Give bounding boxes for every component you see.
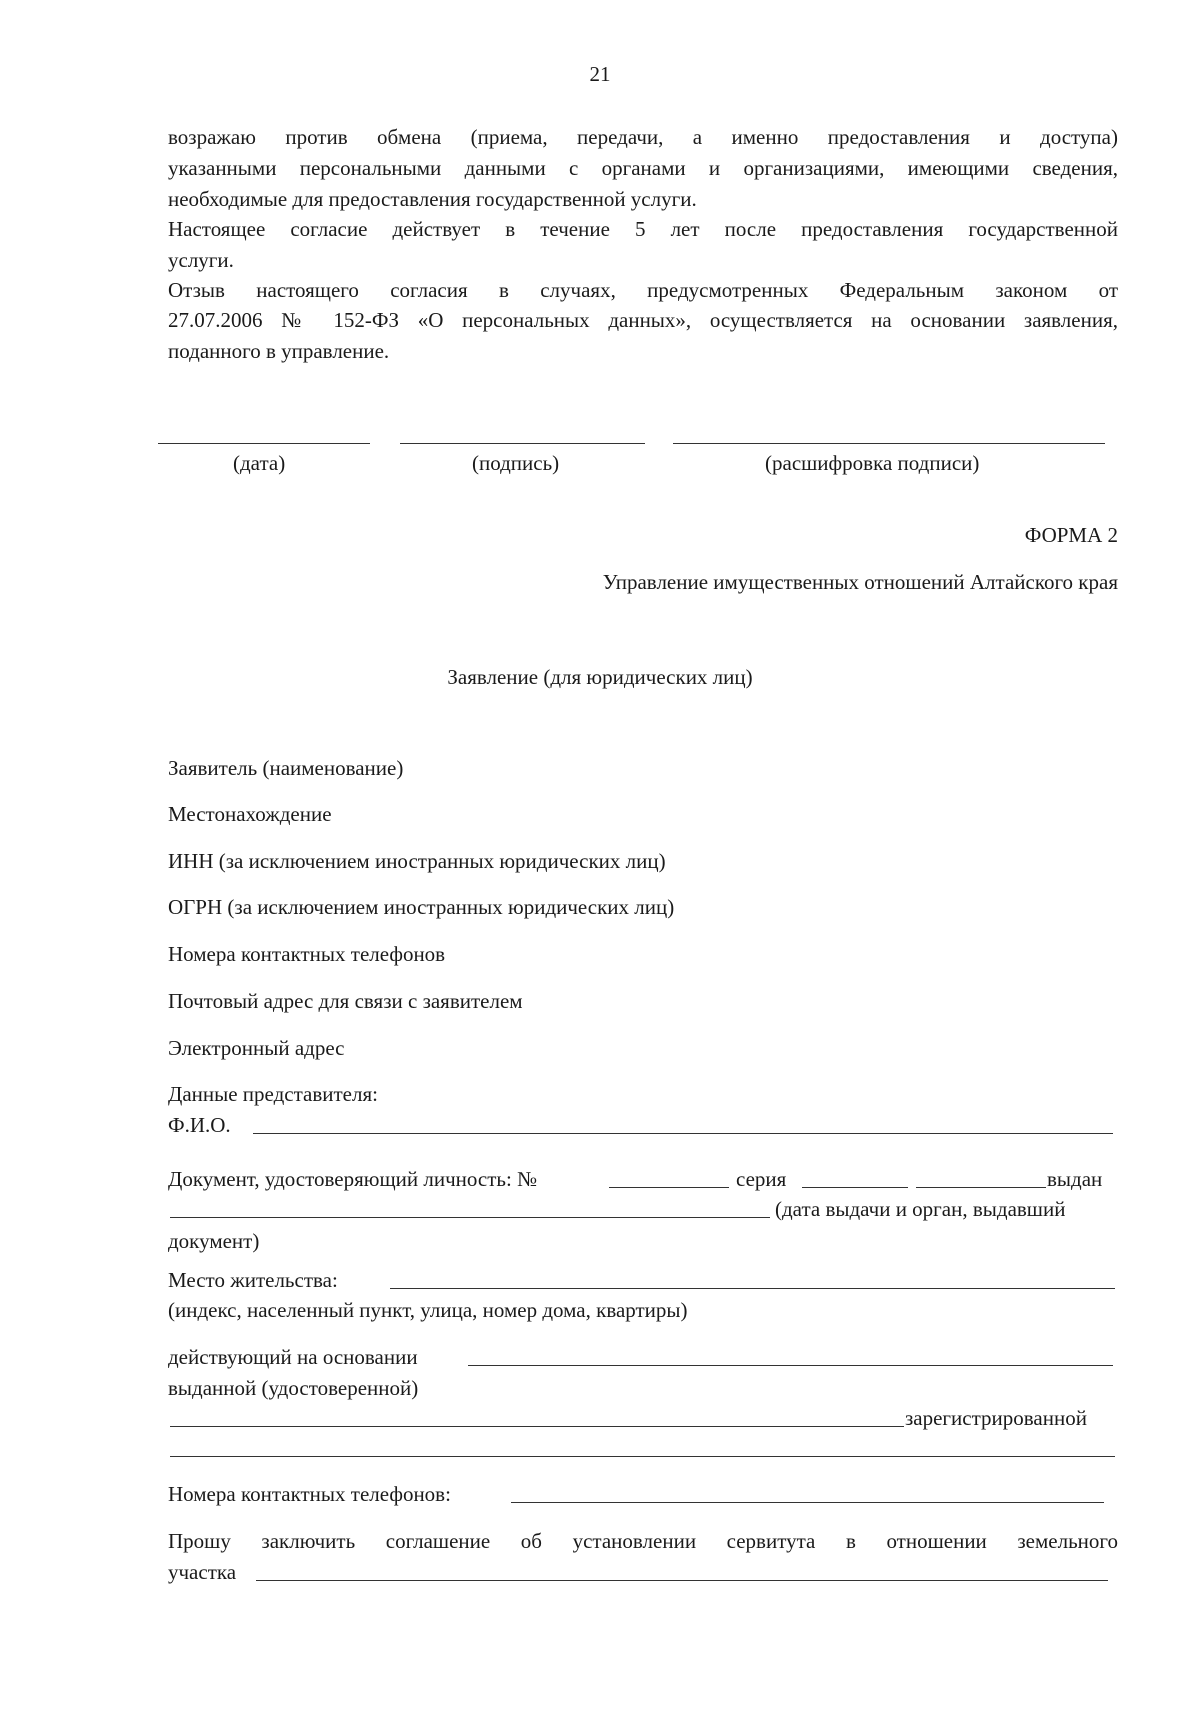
id-document-label: Документ, удостоверяющий личность: № xyxy=(168,1167,538,1191)
page-number-wrap xyxy=(0,58,1200,90)
request-line1: Прошу заключить соглашение об установлении сервитута в отношении земельного xyxy=(168,1529,1118,1553)
form-title: ФОРМА 2 xyxy=(1024,523,1118,547)
registration-field[interactable] xyxy=(170,1456,1115,1457)
signature-decoding-line[interactable] xyxy=(673,443,1105,444)
consent-para3-line2: 27.07.2006 № 152-ФЗ «О персональных данных», осуществляется на основании заявления, xyxy=(168,308,1118,332)
acting-basis-label: действующий на основании xyxy=(168,1345,418,1369)
postal-address-label: Почтовый адрес для связи с заявителем xyxy=(168,989,523,1013)
applicant-name-label: Заявитель (наименование) xyxy=(168,756,404,780)
ogrn-label: ОГРН (за исключением иностранных юридических лиц) xyxy=(168,895,675,919)
issuer-field[interactable] xyxy=(170,1217,770,1218)
inn-label: ИНН (за исключением иностранных юридических лиц) xyxy=(168,849,666,873)
fio-field[interactable] xyxy=(253,1133,1113,1134)
signature-decoding-label: (расшифровка подписи) xyxy=(765,451,980,475)
id-number-field[interactable] xyxy=(609,1187,729,1188)
land-plot-field[interactable] xyxy=(256,1580,1108,1581)
residence-field[interactable] xyxy=(390,1288,1115,1289)
fio-label: Ф.И.О. xyxy=(168,1113,231,1137)
power-of-attorney-field[interactable] xyxy=(170,1426,904,1427)
consent-para3-line3: поданного в управление. xyxy=(168,339,390,363)
issued-certified-label: выданной (удостоверенной) xyxy=(168,1376,419,1400)
document-word: документ) xyxy=(168,1229,260,1253)
rep-phones-field[interactable] xyxy=(511,1502,1104,1503)
residence-label: Место жительства: xyxy=(168,1268,338,1292)
issued-label: выдан xyxy=(1047,1167,1103,1191)
statement-title-wrap xyxy=(0,661,1200,693)
location-label: Местонахождение xyxy=(168,802,332,826)
residence-hint: (индекс, населенный пункт, улица, номер дома, квартиры) xyxy=(168,1298,688,1322)
statement-title: Заявление (для юридических лиц) xyxy=(447,665,753,689)
email-label: Электронный адрес xyxy=(168,1036,345,1060)
page-number: 21 xyxy=(589,62,611,86)
rep-phones-label: Номера контактных телефонов: xyxy=(168,1482,451,1506)
acting-basis-field[interactable] xyxy=(468,1365,1113,1366)
representative-data-label: Данные представителя: xyxy=(168,1082,378,1106)
series-label: серия xyxy=(736,1167,787,1191)
request-line2: участка xyxy=(168,1560,237,1584)
series-field-2[interactable] xyxy=(916,1187,1046,1188)
registered-label: зарегистрированной xyxy=(905,1406,1087,1430)
signature-label: (подпись) xyxy=(472,451,560,475)
consent-para1-line1: возражаю против обмена (приема, передачи, а именно предоставления и доступа) xyxy=(168,125,1118,149)
consent-para2-line1: Настоящее согласие действует в течение 5 лет после предоставления государственной xyxy=(168,217,1118,241)
date-label: (дата) xyxy=(233,451,286,475)
signature-line[interactable] xyxy=(400,443,645,444)
consent-para3-line1: Отзыв настоящего согласия в случаях, предусмотренных Федеральным законом от xyxy=(168,278,1118,302)
phones-label: Номера контактных телефонов xyxy=(168,942,446,966)
addressee: Управление имущественных отношений Алтайского края xyxy=(602,570,1118,594)
consent-para1-line2: указанными персональными данными с органами и организациями, имеющими сведения, xyxy=(168,156,1118,180)
consent-para1-line3: необходимые для предоставления государственной услуги. xyxy=(168,187,697,211)
series-field[interactable] xyxy=(802,1187,908,1188)
date-line[interactable] xyxy=(158,443,370,444)
issue-date-note: (дата выдачи и орган, выдавший xyxy=(775,1197,1066,1221)
consent-para2-line2: услуги. xyxy=(168,248,234,272)
